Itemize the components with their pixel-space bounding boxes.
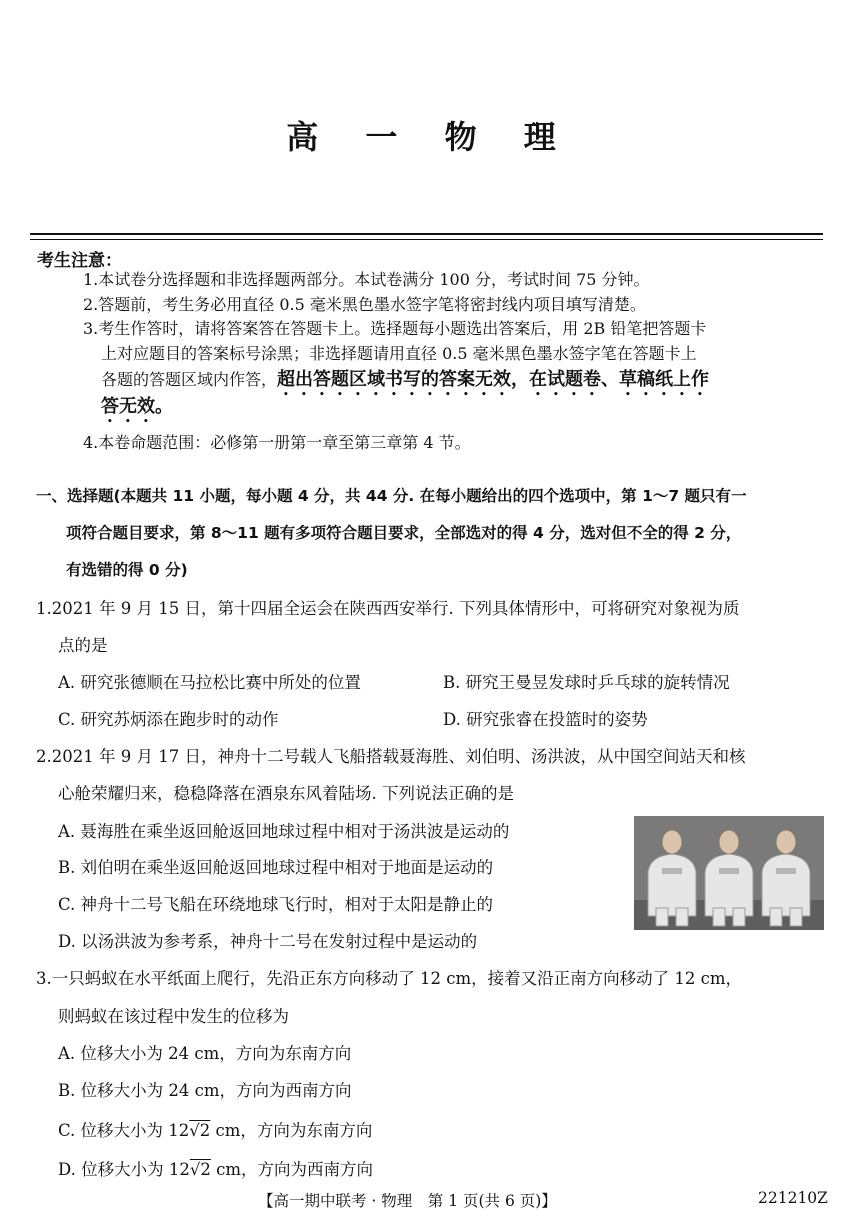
question-3-option-d-suffix: cm，方向为西南方向 — [210, 1160, 374, 1179]
question-3-option-d-radical: √2 — [189, 1160, 211, 1179]
question-3-option-b: B. 位移大小为 24 cm，方向为西南方向 — [58, 1081, 352, 1100]
question-1-option-a: A. 研究张德顺在马拉松比赛中所处的位置 — [58, 673, 361, 692]
notice-item-4: 4.本卷命题范围：必修第一册第一章至第三章第 4 节。 — [83, 433, 471, 452]
question-1-stem-line-2: 点的是 — [58, 636, 108, 655]
question-3-option-d-prefix: D. 位移大小为 12 — [58, 1160, 190, 1179]
question-1-option-b: B. 研究王曼昱发球时乒乓球的旋转情况 — [443, 673, 730, 692]
notice-item-2: 2.答题前，考生务必用直径 0.5 毫米黑色墨水签字笔将密封线内项目填写清楚。 — [83, 295, 646, 314]
question-1-option-c: C. 研究苏炳添在跑步时的动作 — [58, 710, 279, 729]
question-2-option-d: D. 以汤洪波为参考系，神舟十二号在发射过程中是运动的 — [58, 932, 478, 951]
page-footer: 【高一期中联考 · 物理 第 1 页(共 6 页)】 — [258, 1192, 557, 1210]
page-title: 高 一 物 理 — [286, 118, 574, 156]
question-2-option-b: B. 刘伯明在乘坐返回舱返回地球过程中相对于地面是运动的 — [58, 858, 494, 877]
notice-item-3-emphasis-end: 答无效。 — [101, 396, 173, 417]
question-3-option-a: A. 位移大小为 24 cm，方向为东南方向 — [58, 1044, 352, 1063]
question-2-option-a: A. 聂海胜在乘坐返回舱返回地球过程中相对于汤洪波是运动的 — [58, 822, 510, 841]
question-3-option-c-radical: √2 — [189, 1121, 211, 1140]
notice-item-3-line-1: 3.考生作答时，请将答案答在答题卡上。选择题每小题选出答案后，用 2B 铅笔把答题卡 — [83, 319, 707, 338]
question-3-stem-line-2: 则蚂蚁在该过程中发生的位移为 — [58, 1007, 289, 1026]
question-2-option-c: C. 神舟十二号飞船在环绕地球飞行时，相对于太阳是静止的 — [58, 895, 494, 914]
header-rule-thin — [30, 239, 823, 240]
notice-item-3-line-2: 上对应题目的答案标号涂黑；非选择题请用直径 0.5 毫米黑色墨水签字笔在答题卡上 — [101, 344, 697, 363]
notice-item-3-plain: 各题的答题区域内作答， — [101, 370, 278, 389]
question-3-option-c-prefix: C. 位移大小为 12 — [58, 1121, 190, 1140]
section-heading-line-2: 项符合题目要求，第 8～11 题有多项符合题目要求，全部选对的得 4 分，选对但不全的得 2 分， — [66, 524, 742, 542]
astronauts-photo — [634, 816, 824, 930]
question-3-option-c — [58, 1117, 372, 1141]
exam-code: 221210Z — [758, 1189, 828, 1207]
header-rule-thick — [30, 233, 823, 235]
section-heading-line-1: 一、选择题(本题共 11 小题，每小题 4 分，共 44 分. 在每小题给出的四个选项中，第 1～7 题只有一 — [36, 487, 747, 505]
section-heading-line-3: 有选错的得 0 分) — [66, 561, 188, 579]
notice-item-1: 1.本试卷分选择题和非选择题两部分。本试卷满分 100 分，考试时间 75 分钟。 — [83, 270, 650, 289]
question-1-option-d: D. 研究张睿在投篮时的姿势 — [443, 710, 648, 729]
astronauts-illustration — [634, 816, 824, 930]
notice-item-3-line-3 — [101, 369, 709, 400]
question-2-stem-line-1: 2.2021 年 9 月 17 日，神舟十二号载人飞船搭载聂海胜、刘伯明、汤洪波，从中国空间站天和核 — [36, 747, 746, 766]
notice-item-3-line-4 — [101, 396, 173, 427]
question-2-stem-line-2: 心舱荣耀归来，稳稳降落在酒泉东风着陆场. 下列说法正确的是 — [58, 784, 514, 803]
notice-heading: 考生注意： — [37, 251, 122, 271]
notice-item-3-emphasis: 超出答题区域书写的答案无效，在试题卷、草稿纸上作 — [277, 369, 710, 390]
question-3-stem-line-1: 3.一只蚂蚁在水平纸面上爬行，先沿正东方向移动了 12 cm，接着又沿正南方向移动了 12 cm， — [36, 969, 742, 988]
question-1-stem-line-1: 1.2021 年 9 月 15 日，第十四届全运会在陕西西安举行. 下列具体情形中，可将研究对象视为质 — [36, 599, 740, 618]
question-3-option-c-suffix: cm，方向为东南方向 — [210, 1121, 373, 1140]
question-3-option-d — [58, 1156, 373, 1180]
